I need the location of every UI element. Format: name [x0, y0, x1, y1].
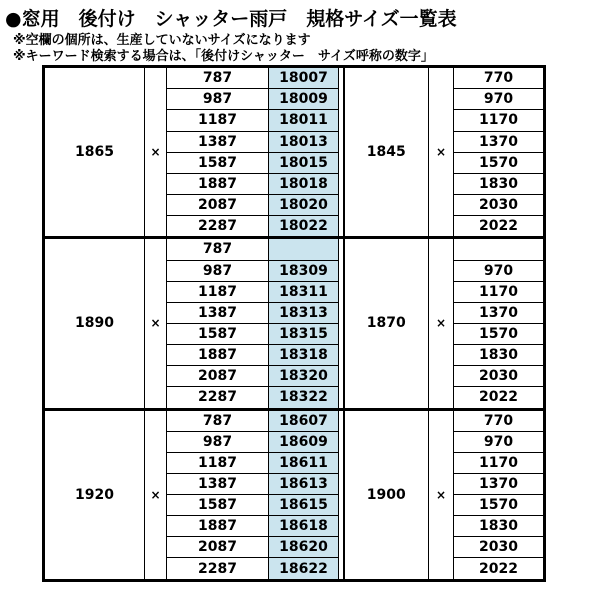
- right-width-cell: 1570: [454, 152, 545, 173]
- width-cell: 1387: [167, 302, 269, 323]
- table-row: [44, 67, 545, 89]
- code-cell: 18309: [269, 260, 339, 281]
- width-cell: 1187: [167, 452, 269, 473]
- size-table: [42, 65, 546, 582]
- width-cell: 787: [167, 409, 269, 431]
- left-height-cell: 1865: [44, 67, 145, 238]
- right-width-cell: 1170: [454, 281, 545, 302]
- width-cell: 1587: [167, 323, 269, 344]
- width-cell: 2087: [167, 194, 269, 215]
- code-cell: 18013: [269, 131, 339, 152]
- code-cell: 18009: [269, 89, 339, 110]
- width-cell: 1387: [167, 474, 269, 495]
- right-height-cell: 1870: [344, 238, 429, 409]
- width-cell: 1387: [167, 131, 269, 152]
- left-height-cell: 1920: [44, 409, 145, 581]
- code-cell: 18022: [269, 215, 339, 237]
- width-cell: 987: [167, 89, 269, 110]
- right-width-cell: 2030: [454, 194, 545, 215]
- code-cell: 18320: [269, 366, 339, 387]
- code-cell: 18007: [269, 67, 339, 89]
- right-width-cell: 1830: [454, 344, 545, 365]
- multiply-symbol: ×: [429, 238, 454, 409]
- code-cell: 18609: [269, 431, 339, 452]
- right-width-cell: 970: [454, 89, 545, 110]
- width-cell: 787: [167, 238, 269, 260]
- width-cell: 2287: [167, 387, 269, 409]
- right-width-cell: 970: [454, 431, 545, 452]
- right-height-cell: 1900: [344, 409, 429, 581]
- multiply-symbol: ×: [429, 409, 454, 581]
- right-width-cell: 1570: [454, 495, 545, 516]
- width-cell: 1187: [167, 281, 269, 302]
- width-cell: 1587: [167, 152, 269, 173]
- right-width-cell: 2030: [454, 366, 545, 387]
- width-cell: 2287: [167, 558, 269, 581]
- code-cell: 18322: [269, 387, 339, 409]
- width-cell: 987: [167, 260, 269, 281]
- width-cell: 2087: [167, 366, 269, 387]
- code-cell: 18311: [269, 281, 339, 302]
- right-width-cell: 2022: [454, 387, 545, 409]
- code-cell: [269, 238, 339, 260]
- code-cell: 18315: [269, 323, 339, 344]
- code-cell: 18018: [269, 173, 339, 194]
- code-cell: 18620: [269, 537, 339, 558]
- right-width-cell: [454, 238, 545, 260]
- left-height-cell: 1890: [44, 238, 145, 409]
- right-width-cell: 1830: [454, 173, 545, 194]
- width-cell: 2287: [167, 215, 269, 237]
- code-cell: 18607: [269, 409, 339, 431]
- multiply-symbol: ×: [145, 409, 167, 581]
- right-width-cell: 1370: [454, 131, 545, 152]
- right-width-cell: 2030: [454, 537, 545, 558]
- right-width-cell: 970: [454, 260, 545, 281]
- code-cell: 18020: [269, 194, 339, 215]
- width-cell: 1587: [167, 495, 269, 516]
- right-width-cell: 1170: [454, 110, 545, 131]
- width-cell: 2087: [167, 537, 269, 558]
- width-cell: 787: [167, 67, 269, 89]
- table-row: [44, 238, 545, 260]
- code-cell: 18011: [269, 110, 339, 131]
- right-width-cell: 1370: [454, 302, 545, 323]
- multiply-symbol: ×: [429, 67, 454, 238]
- right-width-cell: 1170: [454, 452, 545, 473]
- right-width-cell: 1830: [454, 516, 545, 537]
- right-width-cell: 2022: [454, 215, 545, 237]
- right-width-cell: 770: [454, 409, 545, 431]
- page-title: ●窓用 後付け シャッター雨戸 規格サイズ一覧表: [5, 8, 457, 30]
- multiply-symbol: ×: [145, 67, 167, 238]
- code-cell: 18613: [269, 474, 339, 495]
- code-cell: 18615: [269, 495, 339, 516]
- right-width-cell: 770: [454, 67, 545, 89]
- code-cell: 18015: [269, 152, 339, 173]
- note-empty-cells: ※空欄の個所は、生産していないサイズになります: [13, 33, 311, 48]
- code-cell: 18622: [269, 558, 339, 581]
- width-cell: 987: [167, 431, 269, 452]
- table-row: [44, 409, 545, 431]
- code-cell: 18318: [269, 344, 339, 365]
- width-cell: 1887: [167, 173, 269, 194]
- width-cell: 1887: [167, 516, 269, 537]
- multiply-symbol: ×: [145, 238, 167, 409]
- code-cell: 18618: [269, 516, 339, 537]
- right-height-cell: 1845: [344, 67, 429, 238]
- right-width-cell: 1570: [454, 323, 545, 344]
- right-width-cell: 2022: [454, 558, 545, 581]
- code-cell: 18313: [269, 302, 339, 323]
- note-keyword-search: ※キーワード検索する場合は、「後付けシャッター サイズ呼称の数字」: [13, 49, 434, 64]
- right-width-cell: 1370: [454, 474, 545, 495]
- code-cell: 18611: [269, 452, 339, 473]
- width-cell: 1187: [167, 110, 269, 131]
- width-cell: 1887: [167, 344, 269, 365]
